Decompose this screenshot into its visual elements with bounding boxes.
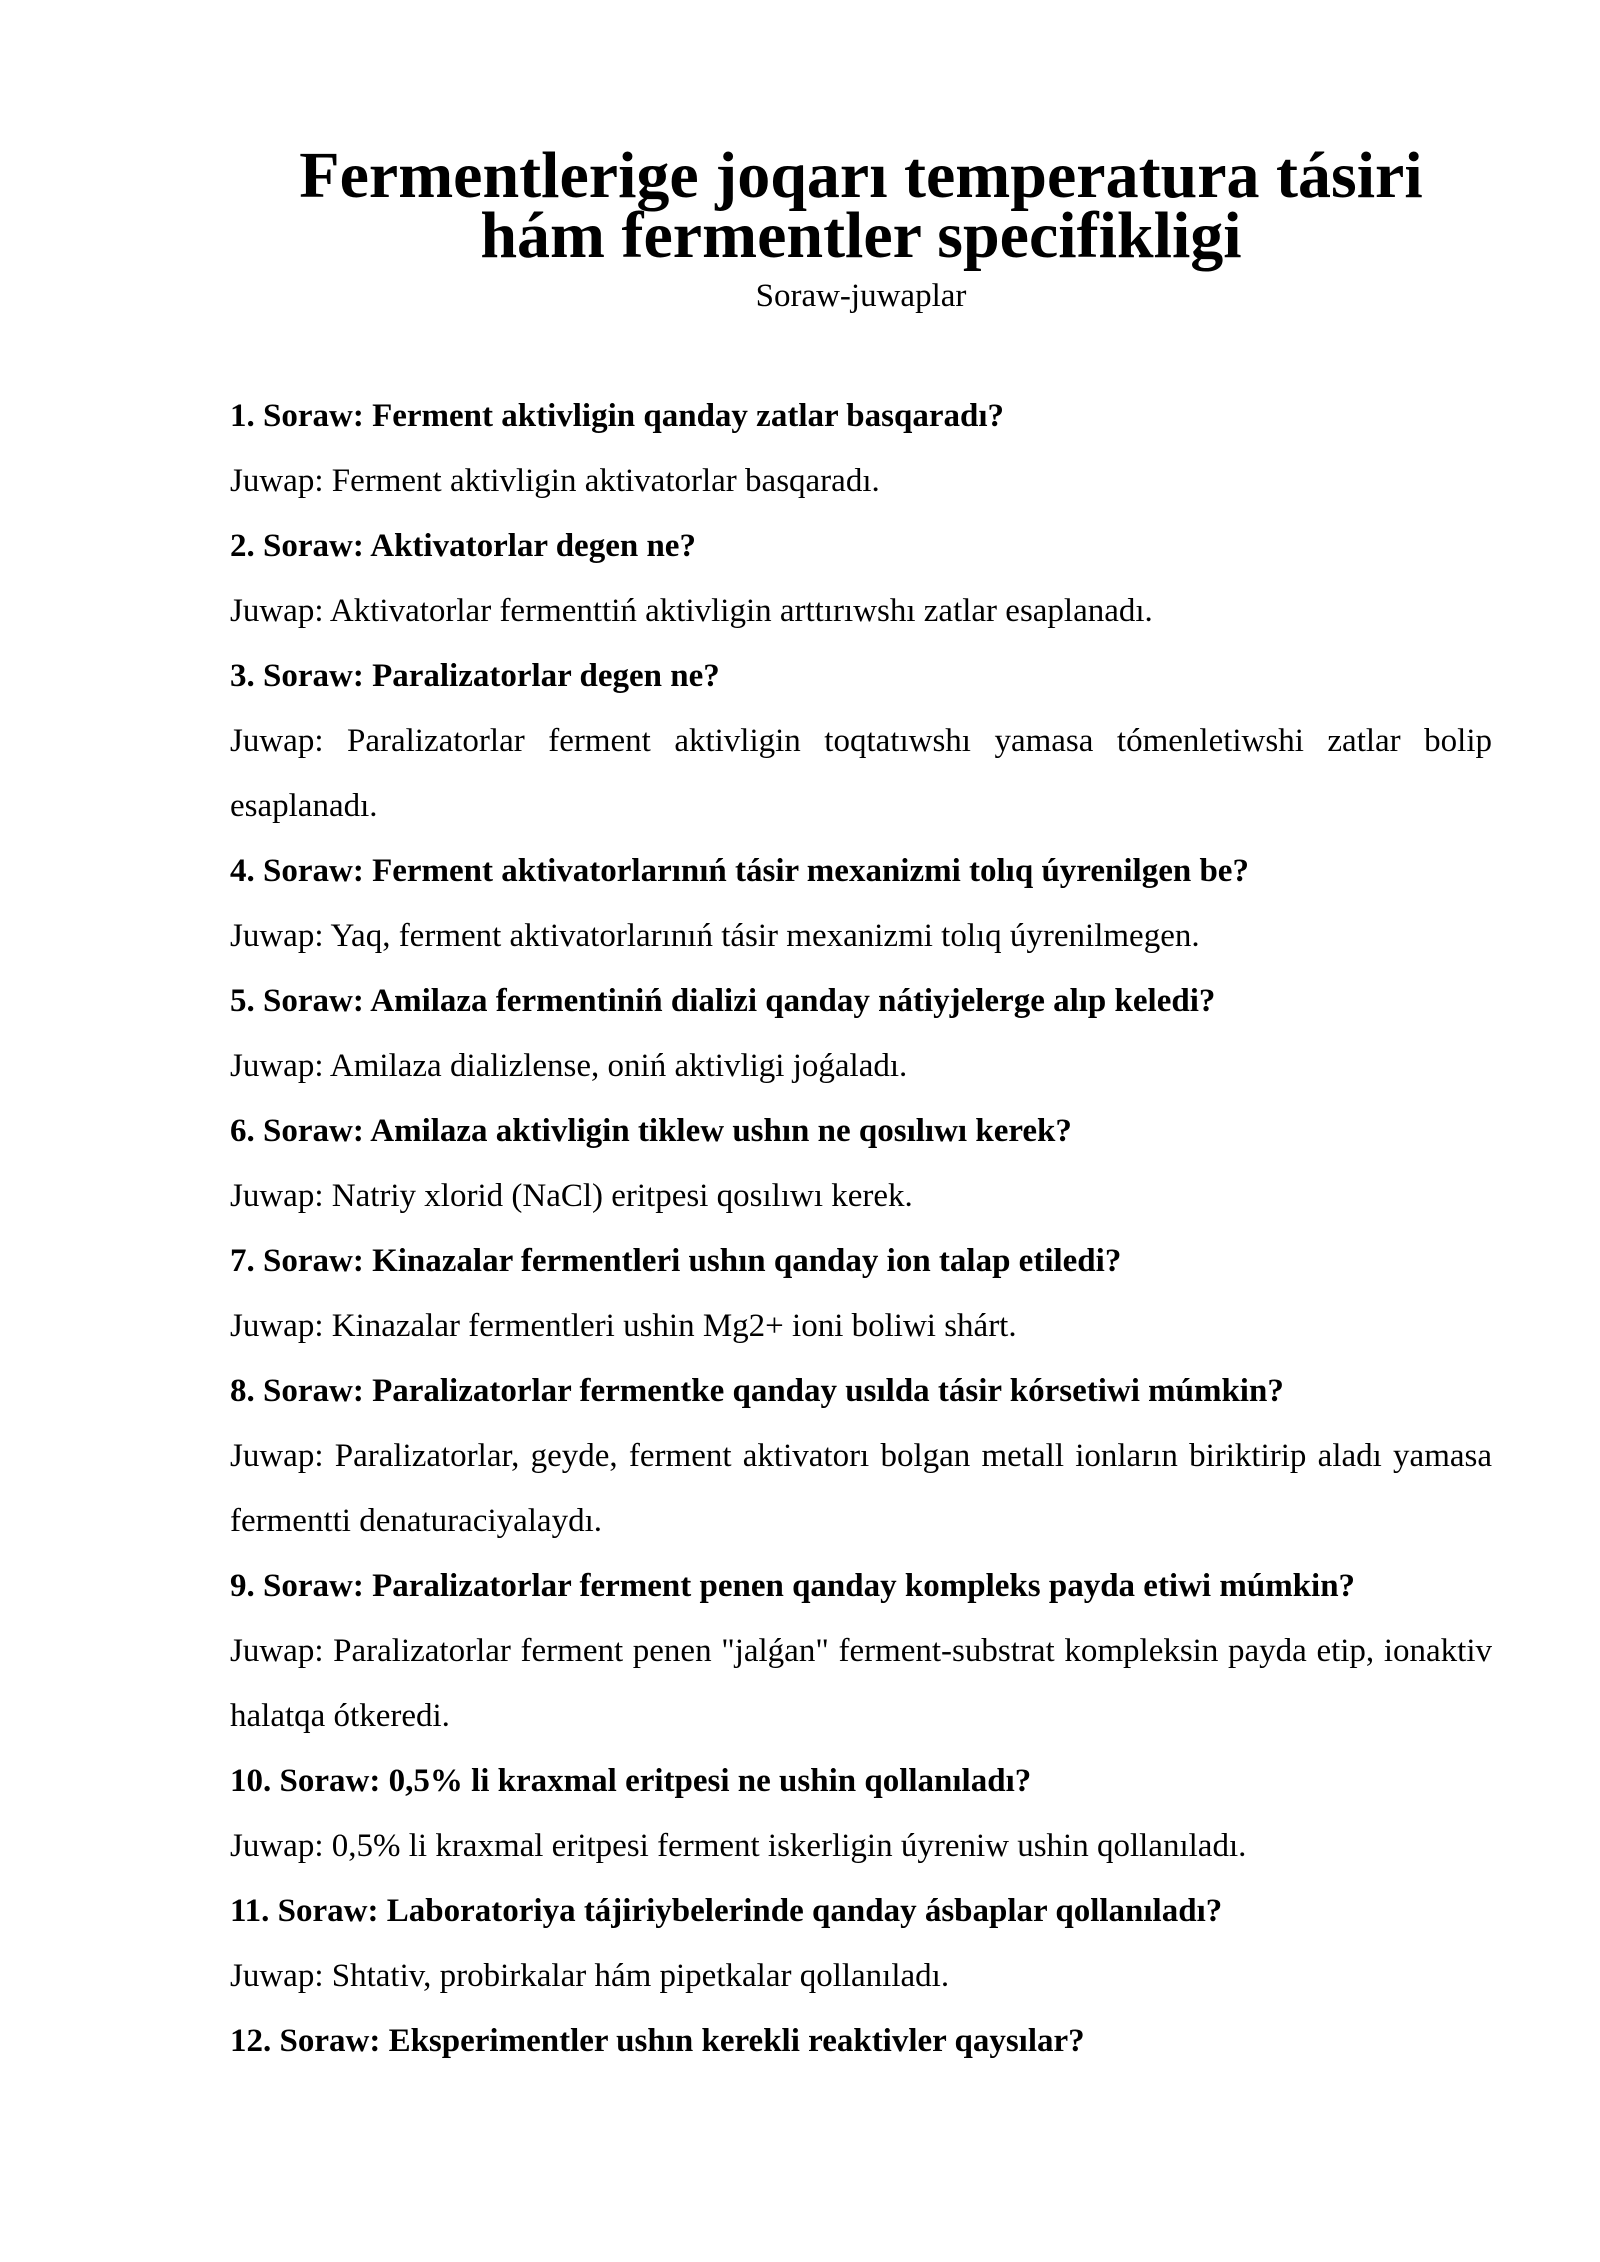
- answer-3: Juwap: Paralizatorlar ferment aktivligin toqtatıwshı yamasa tómenletiwshi zatlar bolip esaplanadı.: [230, 723, 1492, 824]
- question-4: 4. Soraw: Ferment aktivatorlarınıń tásir mexanizmi tolıq úyrenilgen be?: [230, 853, 1249, 889]
- qa-item-6: [230, 1099, 1492, 1229]
- answer-4: Juwap: Yaq, ferment aktivatorlarınıń tásir mexanizmi tolıq úyrenilmegen.: [230, 918, 1200, 954]
- question-2: 2. Soraw: Aktivatorlar degen ne?: [230, 528, 696, 564]
- answer-10: Juwap: 0,5% li kraxmal eritpesi ferment iskerligin úyreniw ushin qollanıladı.: [230, 1828, 1247, 1864]
- question-12: 12. Soraw: Eksperimentler ushın kerekli reaktivler qaysılar?: [230, 2023, 1085, 2059]
- question-10: 10. Soraw: 0,5% li kraxmal eritpesi ne ushin qollanıladı?: [230, 1763, 1032, 1799]
- answer-7: Juwap: Kinazalar fermentleri ushin Mg2+ ioni boliwi shárt.: [230, 1308, 1017, 1344]
- qa-item-4: [230, 839, 1492, 969]
- answer-9: Juwap: Paralizatorlar ferment penen "jalǵan" ferment-substrat kompleksin payda etip, ionaktiv halatqa ótkeredi.: [230, 1633, 1492, 1734]
- qa-item-1: [230, 384, 1492, 514]
- qa-item-12: [230, 2009, 1492, 2074]
- question-3: 3. Soraw: Paralizatorlar degen ne?: [230, 658, 720, 694]
- answer-6: Juwap: Natriy xlorid (NaCl) eritpesi qosılıwı kerek.: [230, 1178, 913, 1214]
- answer-1: Juwap: Ferment aktivligin aktivatorlar basqaradı.: [230, 463, 880, 499]
- qa-item-3: [230, 644, 1492, 839]
- document-subtitle: Soraw-juwaplar: [755, 278, 967, 314]
- question-6: 6. Soraw: Amilaza aktivligin tiklew ushın ne qosılıwı kerek?: [230, 1113, 1072, 1149]
- qa-item-8: [230, 1359, 1492, 1554]
- answer-2: Juwap: Aktivatorlar fermenttiń aktivligin arttırıwshı zatlar esaplanadı.: [230, 593, 1153, 629]
- question-8: 8. Soraw: Paralizatorlar fermentke qanday usılda tásir kórsetiwi múmkin?: [230, 1373, 1284, 1409]
- question-11: 11. Soraw: Laboratoriya tájiriybelerinde qanday ásbaplar qollanıladı?: [230, 1893, 1223, 1929]
- question-9: 9. Soraw: Paralizatorlar ferment penen qanday kompleks payda etiwi múmkin?: [230, 1568, 1356, 1604]
- answer-5: Juwap: Amilaza dializlense, oniń aktivligi joǵaladı.: [230, 1048, 908, 1084]
- answer-8: Juwap: Paralizatorlar, geyde, ferment aktivatorı bolgan metall ionların biriktirip aladı yamasa fermentti denaturaciyalaydı.: [230, 1438, 1492, 1539]
- qa-item-5: [230, 969, 1492, 1099]
- qa-item-10: [230, 1749, 1492, 1879]
- qa-item-9: [230, 1554, 1492, 1749]
- question-7: 7. Soraw: Kinazalar fermentleri ushın qanday ion talap etiledi?: [230, 1243, 1122, 1279]
- qa-item-7: [230, 1229, 1492, 1359]
- qa-item-2: [230, 514, 1492, 644]
- qa-list: [230, 384, 1492, 2074]
- question-5: 5. Soraw: Amilaza fermentiniń dializi qanday nátiyjelerge alıp keledi?: [230, 983, 1216, 1019]
- answer-11: Juwap: Shtativ, probirkalar hám pipetkalar qollanıladı.: [230, 1958, 950, 1994]
- document-title: Fermentlerige joqarı temperatura tásiri hám fermentler specifikligi: [299, 139, 1423, 272]
- qa-item-11: [230, 1879, 1492, 2009]
- question-1: 1. Soraw: Ferment aktivligin qanday zatlar basqaradı?: [230, 398, 1005, 434]
- document-content: [230, 139, 1492, 2074]
